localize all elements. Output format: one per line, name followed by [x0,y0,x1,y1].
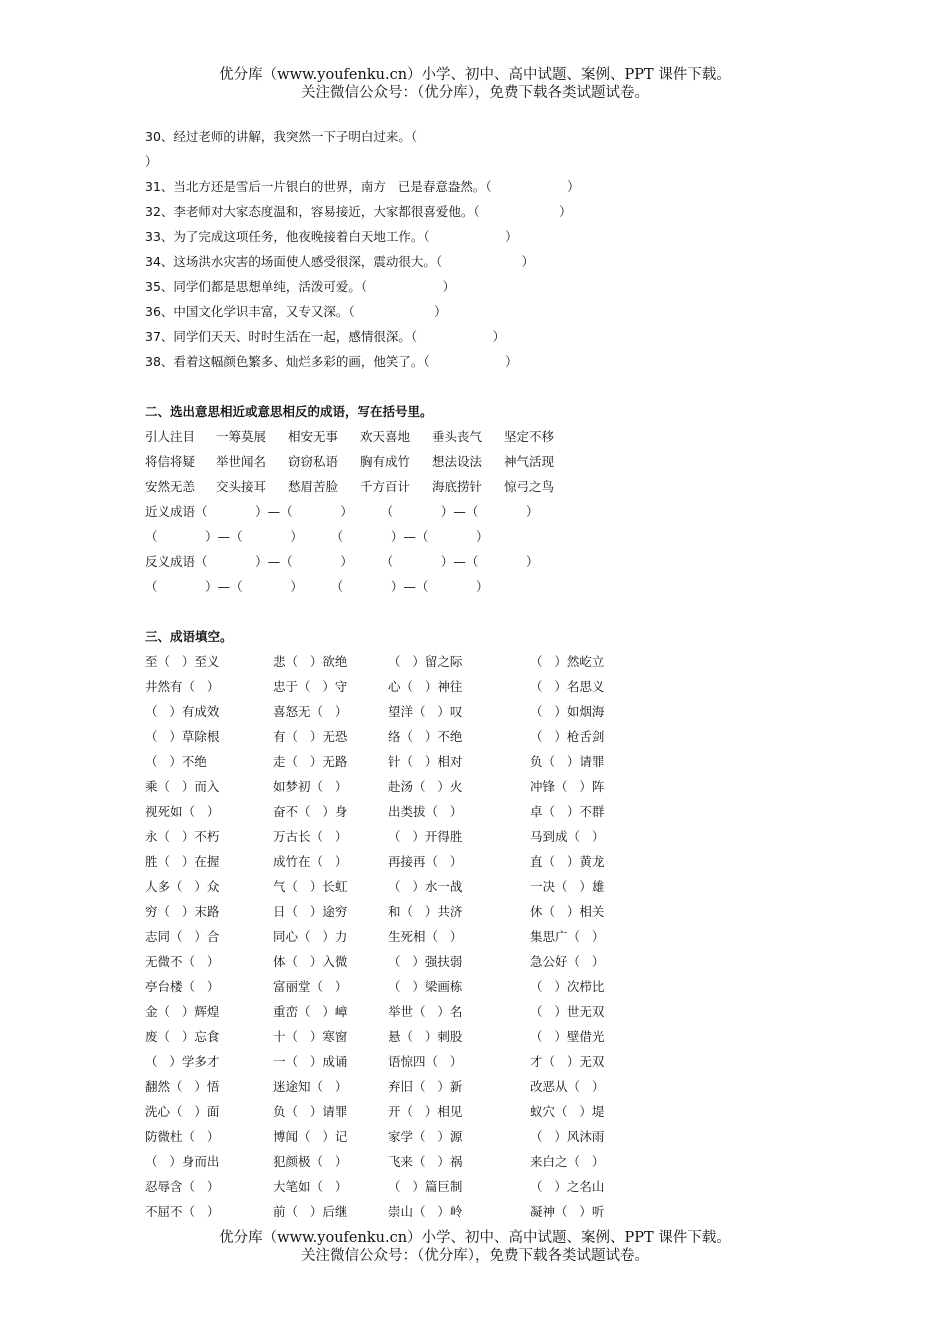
exercise-content [145,124,845,1224]
idiom-fill-row [145,1199,845,1224]
idiom-blank: 负（ ）请罪 [530,754,605,769]
idiom-blank: 有（ ）无恐 [273,729,348,744]
idiom-blank: 无微不（ ） [145,954,220,969]
section-sentence-list [145,124,845,374]
idiom-blank: 洗心（ ）面 [145,1104,220,1119]
idiom-blank: 博闻（ ）记 [273,1129,348,1144]
idiom-blank: （ ）身而出 [145,1154,220,1169]
sentence-item: 37、同学们天天、时时生活在一起，感情很深。（ ） [145,329,506,344]
sentence-item: 33、为了完成这项任务，他夜晚接着白天地工作。（ ） [145,229,518,244]
idiom-fill-row [145,1074,845,1099]
idiom-fill-row [145,774,845,799]
idiom-blank: 出类拔（ ） [388,804,463,819]
idiom: 坚定不移 [504,429,555,444]
idiom-blank: 奋不（ ）身 [273,804,348,819]
idiom-fill-row [145,849,845,874]
idiom: 惊弓之鸟 [504,479,555,494]
footer-banner [0,1229,950,1265]
idiom-blank: 凝神（ ）听 [530,1204,605,1219]
answer-line: 近义成语（ ）—（ ） （ ）—（ ） [145,504,539,519]
idiom-blank: 防微杜（ ） [145,1129,220,1144]
sentence-item: 36、中国文化学识丰富，又专又深。（ ） [145,304,447,319]
idiom-blank: 飞来（ ）祸 [388,1154,463,1169]
idiom-blank: 废（ ）忘食 [145,1029,220,1044]
idiom-blank: 犯颜极（ ） [273,1154,348,1169]
idiom-blank: 忠于（ ）守 [273,679,348,694]
idiom-blank: 成竹在（ ） [273,854,348,869]
idiom-fill-row [145,674,845,699]
idiom-blank: 针（ ）相对 [388,754,463,769]
idiom-fill-row [145,1099,845,1124]
idiom-fill-row [145,899,845,924]
idiom-blank: （ ）梁画栋 [388,979,463,994]
answer-line: 反义成语（ ）—（ ） （ ）—（ ） [145,554,539,569]
idiom-blank: （ ）如烟海 [530,704,605,719]
idiom-blank: 直（ ）黄龙 [530,854,605,869]
idiom-blank: （ ）留之际 [388,654,463,669]
idiom-blank: 胜（ ）在握 [145,854,220,869]
sentence-item: 35、同学们都是思想单纯，活泼可爱。（ ） [145,279,456,294]
idiom-blank: 前（ ）后继 [273,1204,348,1219]
idiom: 将信将疑 [145,454,196,469]
idiom: 胸有成竹 [360,454,411,469]
idiom-blank: 翻然（ ）悟 [145,1079,220,1094]
idiom: 欢天喜地 [360,429,411,444]
idiom-blank: （ ）名思义 [530,679,605,694]
idiom-blank: （ ）草除根 [145,729,220,744]
idiom-fill-row [145,699,845,724]
answer-line: （ ）—（ ） （ ）—（ ） [145,579,489,594]
idiom-blank: 重峦（ ）嶂 [273,1004,348,1019]
sentence-item: 38、看着这幅颜色繁多、灿烂多彩的画，他笑了。（ ） [145,354,518,369]
idiom-blank: 亭台楼（ ） [145,979,220,994]
idiom: 海底捞针 [432,479,483,494]
idiom-fill-row [145,1149,845,1174]
idiom-blank: 十（ ）寒窗 [273,1029,348,1044]
idiom-blank: 悲（ ）欲绝 [273,654,348,669]
idiom-fill-row [145,724,845,749]
idiom-blank: 举世（ ）名 [388,1004,463,1019]
idiom-blank: 崇山（ ）岭 [388,1204,463,1219]
idiom-blank: 人多（ ）众 [145,879,220,894]
idiom-blank: （ ）有成效 [145,704,220,719]
idiom-blank: 开（ ）相见 [388,1104,463,1119]
banner-line-1: 优分库（www.youfenku.cn）小学、初中、高中试题、案例、PPT 课件下载。 [219,67,731,83]
sentence-item: 32、李老师对大家态度温和，容易接近，大家都很喜爱他。（ ） [145,204,572,219]
idiom-blank: 视死如（ ） [145,804,220,819]
idiom-blank: 不屈不（ ） [145,1204,220,1219]
idiom-blank: （ ）风沐雨 [530,1129,605,1144]
idiom-blank: 忍辱含（ ） [145,1179,220,1194]
idiom: 神气活现 [504,454,555,469]
idiom: 一筹莫展 [216,429,267,444]
idiom-blank: 赴汤（ ）火 [388,779,463,794]
idiom-blank: 体（ ）入微 [273,954,348,969]
idiom-blank: 井然有（ ） [145,679,220,694]
idiom-row [145,474,845,499]
idiom: 引人注目 [145,429,196,444]
answer-line: （ ）—（ ） （ ）—（ ） [145,529,489,544]
idiom-blank: （ ）之名山 [530,1179,605,1194]
idiom-fill-row [145,749,845,774]
banner-line-2: 关注微信公众号：（优分库），免费下载各类试题试卷。 [301,85,649,101]
sentence-item: 30、经过老师的讲解，我突然一下子明白过来。（ [145,129,418,144]
idiom-blank: （ ）学多才 [145,1054,220,1069]
section-3-title: 三、成语填空。 [145,629,233,644]
idiom-blank: 如梦初（ ） [273,779,348,794]
idiom-fill-row [145,1049,845,1074]
idiom-blank: 再接再（ ） [388,854,463,869]
section-synonym-antonym [145,399,845,599]
idiom-blank: （ ）枪舌剑 [530,729,605,744]
idiom-blank: 大笔如（ ） [273,1179,348,1194]
idiom-blank: 卓（ ）不群 [530,804,605,819]
idiom: 愁眉苦脸 [288,479,339,494]
idiom-blank: 语惊四（ ） [388,1054,463,1069]
banner-line-1: 优分库（www.youfenku.cn）小学、初中、高中试题、案例、PPT 课件下载。 [219,1230,731,1246]
idiom-fill-row [145,1174,845,1199]
idiom-blank: 望洋（ ）叹 [388,704,463,719]
header-banner [0,66,950,102]
idiom-blank: 负（ ）请罪 [273,1104,348,1119]
sentence-item: 31、当北方还是雪后一片银白的世界，南方 已是春意盎然。（ ） [145,179,580,194]
idiom-blank: 才（ ）无双 [530,1054,605,1069]
idiom-fill-row [145,949,845,974]
sentence-item: ） [145,154,158,169]
idiom-blank: （ ）开得胜 [388,829,463,844]
idiom-blank: 集思广（ ） [530,929,605,944]
idiom-fill-row [145,1024,845,1049]
idiom-blank: 改恶从（ ） [530,1079,605,1094]
idiom-blank: （ ）壁借光 [530,1029,605,1044]
idiom-row [145,424,845,449]
idiom-fill-row [145,924,845,949]
idiom-blank: 心（ ）神往 [388,679,463,694]
idiom-blank: 悬（ ）刺股 [388,1029,463,1044]
idiom-blank: 家学（ ）源 [388,1129,463,1144]
idiom-blank: 马到成（ ） [530,829,605,844]
section-2-title: 二、选出意思相近或意思相反的成语，写在括号里。 [145,404,433,419]
idiom-blank: 永（ ）不朽 [145,829,220,844]
idiom-blank: 一决（ ）雄 [530,879,605,894]
idiom-fill-row [145,799,845,824]
idiom-blank: 走（ ）无路 [273,754,348,769]
idiom-blank: （ ）然屹立 [530,654,605,669]
idiom-blank: 急公好（ ） [530,954,605,969]
idiom-blank: 喜怒无（ ） [273,704,348,719]
idiom: 窃窃私语 [288,454,339,469]
idiom-blank: 穷（ ）末路 [145,904,220,919]
idiom: 交头接耳 [216,479,267,494]
idiom-blank: 络（ ）不绝 [388,729,463,744]
idiom-blank: 乘（ ）而入 [145,779,220,794]
idiom-blank: 和（ ）共济 [388,904,463,919]
idiom: 举世闻名 [216,454,267,469]
idiom-fill-row [145,999,845,1024]
idiom-blank: 休（ ）相关 [530,904,605,919]
idiom-fill-row [145,824,845,849]
idiom-blank: 冲锋（ ）阵 [530,779,605,794]
section-idiom-fill [145,624,845,1224]
idiom-blank: （ ）次栉比 [530,979,605,994]
idiom-fill-row [145,1124,845,1149]
idiom-blank: 金（ ）辉煌 [145,1004,220,1019]
idiom-blank: （ ）篇巨制 [388,1179,463,1194]
idiom-fill-row [145,874,845,899]
idiom-row [145,449,845,474]
idiom-blank: 至（ ）至义 [145,654,220,669]
idiom-fill-row [145,649,845,674]
idiom-blank: 蚁穴（ ）堤 [530,1104,605,1119]
idiom-blank: 气（ ）长虹 [273,879,348,894]
idiom-blank: 富丽堂（ ） [273,979,348,994]
idiom-blank: （ ）不绝 [145,754,207,769]
idiom: 垂头丧气 [432,429,483,444]
idiom-fill-row [145,974,845,999]
sentence-item: 34、这场洪水灾害的场面使人感受很深，震动很大。（ ） [145,254,535,269]
idiom-blank: （ ）强扶弱 [388,954,463,969]
idiom-blank: 一（ ）成诵 [273,1054,348,1069]
idiom-blank: 迷途知（ ） [273,1079,348,1094]
idiom: 安然无恙 [145,479,196,494]
idiom-blank: 志同（ ）合 [145,929,220,944]
idiom-blank: 日（ ）途穷 [273,904,348,919]
banner-line-2: 关注微信公众号：（优分库），免费下载各类试题试卷。 [301,1248,649,1264]
idiom: 千方百计 [360,479,411,494]
idiom: 想法设法 [432,454,483,469]
idiom-blank: 来白之（ ） [530,1154,605,1169]
idiom: 相安无事 [288,429,339,444]
idiom-blank: （ ）世无双 [530,1004,605,1019]
idiom-blank: （ ）水一战 [388,879,463,894]
idiom-blank: 同心（ ）力 [273,929,348,944]
idiom-blank: 万古长（ ） [273,829,348,844]
idiom-blank: 生死相（ ） [388,929,463,944]
idiom-blank: 弃旧（ ）新 [388,1079,463,1094]
